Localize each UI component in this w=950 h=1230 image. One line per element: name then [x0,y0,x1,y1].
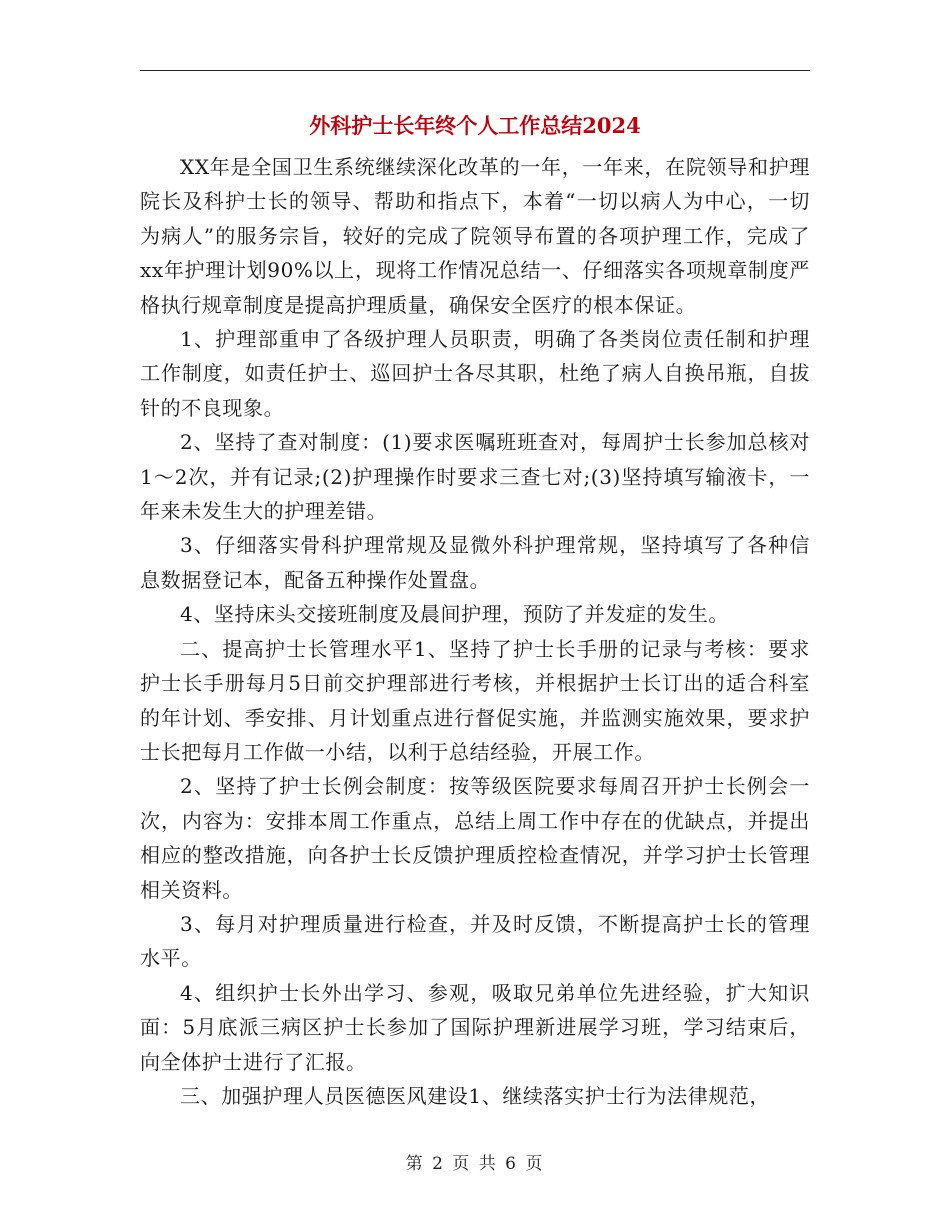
header-rule [140,70,810,71]
paragraph-item: 2、坚持了护士长例会制度：按等级医院要求每周召开护士长例会一次，内容为：安排本周工作重点，总结上周工作中存在的优缺点，并提出相应的整改措施，向各护士长反馈护理质控检查情况，并学习护士长管理相关资料。 [140,774,810,902]
paragraph-section: 三、加强护理人员医德医风建设1、继续落实护士行为法律规范， [180,1083,771,1108]
paragraph-item: 3、仔细落实骨科护理常规及显微外科护理常规，坚持填写了各种信息数据登记本，配备五种操作处置盘。 [140,533,810,592]
paragraph-item: 4、组织护士长外出学习、参观，吸取兄弟单位先进经验，扩大知识面：5月底派三病区护士长参加了国际护理新进展学习班，学习结束后，向全体护士进行了汇报。 [140,980,810,1074]
paragraph-item: 4、坚持床头交接班制度及晨间护理，预防了并发症的发生。 [180,602,729,627]
page-number: 第 2 页 共 6 页 [405,1154,545,1174]
paragraph-item: 3、每月对护理质量进行检查，并及时反馈，不断提高护士长的管理水平。 [140,911,810,971]
paragraph-item: 1、护理部重申了各级护理人员职责，明确了各类岗位责任制和护理工作制度，如责任护士、巡回护士各尽其职，杜绝了病人自换吊瓶，自拔针的不良现象。 [140,327,810,420]
paragraph-intro: XX年是全国卫生系统继续深化改革的一年，一年来，在院领导和护理院长及科护士长的领导、帮助和指点下，本着“一切以病人为中心，一切为病人”的服务宗旨，较好的完成了院领导布置的各项护理工作，完成了xx年护理计划90%以上，现将工作情况总结一、仔细落实各项规章制度严格执行规章制度是提高护理质量，确保安全医疗的根本保证。 [140,155,810,317]
document-title: 外科护士长年终个人工作总结2024 [309,113,641,138]
paragraph-item: 2、坚持了查对制度：(1)要求医嘱班班查对，每周护士长参加总核对1～2次，并有记录;(2)护理操作时要求三查七对;(3)坚持填写输液卡，一年来未发生大的护理差错。 [140,430,810,524]
paragraph-section: 二、提高护士长管理水平1、坚持了护士长手册的记录与考核：要求护士长手册每月5日前交护理部进行考核，并根据护士长订出的适合科室的年计划、季安排、月计划重点进行督促实施，并监测实施效果，要求护士长把每月工作做一小结，以利于总结经验，开展工作。 [140,636,810,764]
document-body [140,150,810,1113]
